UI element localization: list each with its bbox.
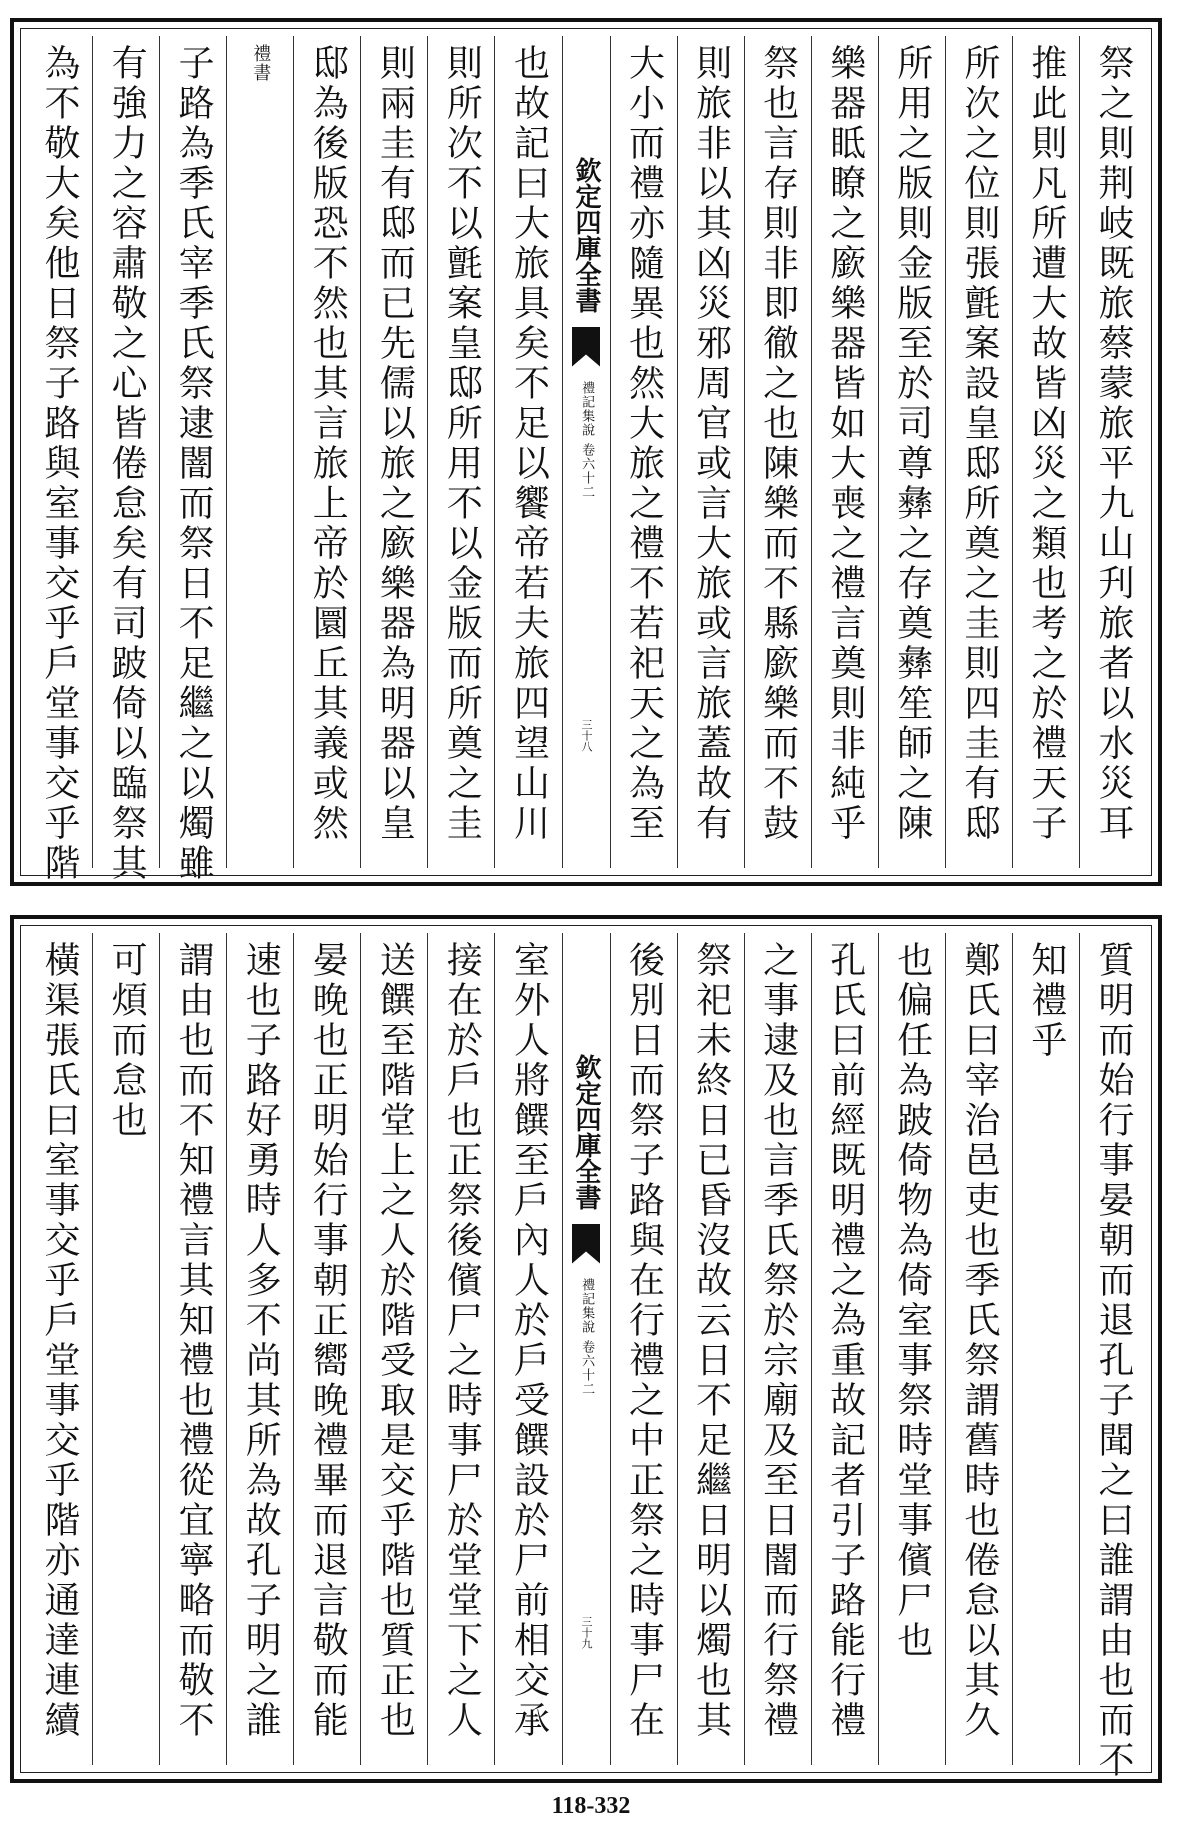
column-text: 孔氏曰前經既明禮之為重故記者引子路能行禮	[824, 941, 866, 1741]
column-text: 後別日而祭子路與在行禮之中正祭之時事尸在	[623, 941, 665, 1741]
book-title: 禮記集說	[579, 380, 595, 437]
text-column	[1079, 36, 1146, 868]
juan-number: 卷六十二	[579, 1339, 595, 1396]
text-column	[945, 933, 1012, 1765]
text-column	[92, 933, 159, 1765]
text-columns	[26, 933, 1146, 1781]
juan-number: 卷六十二	[579, 442, 595, 499]
center-fold	[562, 933, 610, 1765]
text-column	[159, 933, 226, 1765]
text-column	[811, 933, 878, 1765]
column-text: 祭之則荆岐既旅蔡蒙旅平九山刋旅者以水災耳	[1092, 44, 1134, 844]
text-column	[494, 36, 561, 868]
column-text: 樂器眡瞭之廞樂器皆如大喪之禮言奠則非純乎	[824, 44, 866, 844]
text-column	[945, 36, 1012, 868]
column-text: 大小而禮亦隨異也然大旅之禮不若祀天之為至	[623, 44, 665, 844]
column-text: 晏晚也正明始行事朝正嚮晚禮畢而退言敬而能	[307, 941, 349, 1741]
column-text: 鄭氏曰宰治邑吏也季氏祭謂舊時也倦怠以其久	[958, 941, 1000, 1741]
column-text: 推此則凡所遭大故皆凶災之類也考之於禮天子	[1025, 44, 1067, 844]
source-attribution: 禮書	[250, 44, 272, 82]
text-column	[677, 36, 744, 868]
lower-folio-page	[10, 915, 1162, 1783]
text-column	[610, 36, 677, 868]
upper-folio-page	[10, 18, 1162, 886]
text-column	[1012, 933, 1079, 1765]
text-column	[293, 36, 360, 868]
column-text: 接在於戶也正祭後儐尸之時事尸於堂堂下之人	[441, 941, 483, 1741]
column-text: 可煩而怠也	[106, 941, 148, 1141]
text-column	[1012, 36, 1079, 868]
text-column	[878, 36, 945, 868]
column-text: 為不敬大矣他日祭子路與室事交乎戶堂事交乎階	[39, 44, 81, 884]
column-text: 子路為季氏宰季氏祭逮闇而祭日不足繼之以燭雖	[173, 44, 215, 884]
column-text: 橫渠張氏曰室事交乎戶堂事交乎階亦通達連續	[39, 941, 81, 1741]
center-fold	[562, 36, 610, 868]
text-column	[360, 933, 427, 1765]
column-text: 則旅非以其凶災邪周官或言大旅或言旅蓋故有	[690, 44, 732, 844]
text-column	[677, 933, 744, 1765]
text-column	[92, 36, 159, 884]
text-column	[744, 933, 811, 1765]
text-column	[427, 933, 494, 1765]
column-text: 速也子路好勇時人多不尚其所為故孔子明之誰	[240, 941, 282, 1741]
text-column	[494, 933, 561, 1765]
text-column	[159, 36, 226, 884]
book-title: 禮記集說	[579, 1277, 595, 1334]
column-text: 有強力之容肅敬之心皆倦怠矣有司跛倚以臨祭其	[106, 44, 148, 884]
folio-number: 三十九	[580, 1615, 593, 1649]
text-column	[1079, 933, 1146, 1781]
text-column	[744, 36, 811, 868]
text-column	[610, 933, 677, 1765]
column-text: 邸為後版恐不然也其言旅上帝於圜丘其義或然	[307, 44, 349, 844]
text-column	[427, 36, 494, 868]
column-text: 送饌至階堂上之人於階受取是交乎階也質正也	[374, 941, 416, 1741]
page-number: 118-332	[551, 1793, 631, 1819]
collection-title: 欽定四庫全書	[571, 1053, 601, 1210]
column-text: 祭祀未終日已昏沒故云日不足繼日明以燭也其	[690, 941, 732, 1741]
column-text: 知禮乎	[1025, 941, 1067, 1061]
text-column	[293, 933, 360, 1765]
text-column	[26, 36, 92, 884]
column-text: 也偏任為跛倚物為倚室事祭時堂事儐尸也	[891, 941, 933, 1661]
text-column	[811, 36, 878, 868]
text-column	[226, 933, 293, 1765]
text-column	[878, 933, 945, 1765]
column-text: 所次之位則張氈案設皇邸所奠之圭則四圭有邸	[958, 44, 1000, 844]
column-text: 所用之版則金版至於司尊彝之存奠彝笙師之陳	[891, 44, 933, 844]
column-text: 祭也言存則非即徹之也陳樂而不縣廞樂而不鼓	[757, 44, 799, 844]
fish-tail-mark-icon	[572, 1224, 600, 1264]
column-text: 也故記曰大旅具矣不足以饗帝若夫旅四望山川	[508, 44, 550, 844]
collection-title: 欽定四庫全書	[571, 156, 601, 313]
text-columns	[26, 36, 1146, 884]
column-text: 謂由也而不知禮言其知禮也禮從宜寧略而敬不	[173, 941, 215, 1741]
text-column	[26, 933, 92, 1765]
column-text: 室外人將饌至戶內人於戶受饌設於尸前相交承	[508, 941, 550, 1741]
column-text: 則所次不以氈案皇邸所用不以金版而所奠之圭	[441, 44, 483, 844]
folio-number: 三十八	[580, 718, 593, 752]
text-column	[226, 36, 293, 868]
column-text: 之事逮及也言季氏祭於宗廟及至日闇而行祭禮	[757, 941, 799, 1741]
column-text: 質明而始行事晏朝而退孔子聞之曰誰謂由也而不	[1092, 941, 1134, 1781]
text-column	[360, 36, 427, 868]
column-text: 則兩圭有邸而已先儒以旅之廞樂器為明器以皇	[374, 44, 416, 844]
fish-tail-mark-icon	[572, 327, 600, 367]
